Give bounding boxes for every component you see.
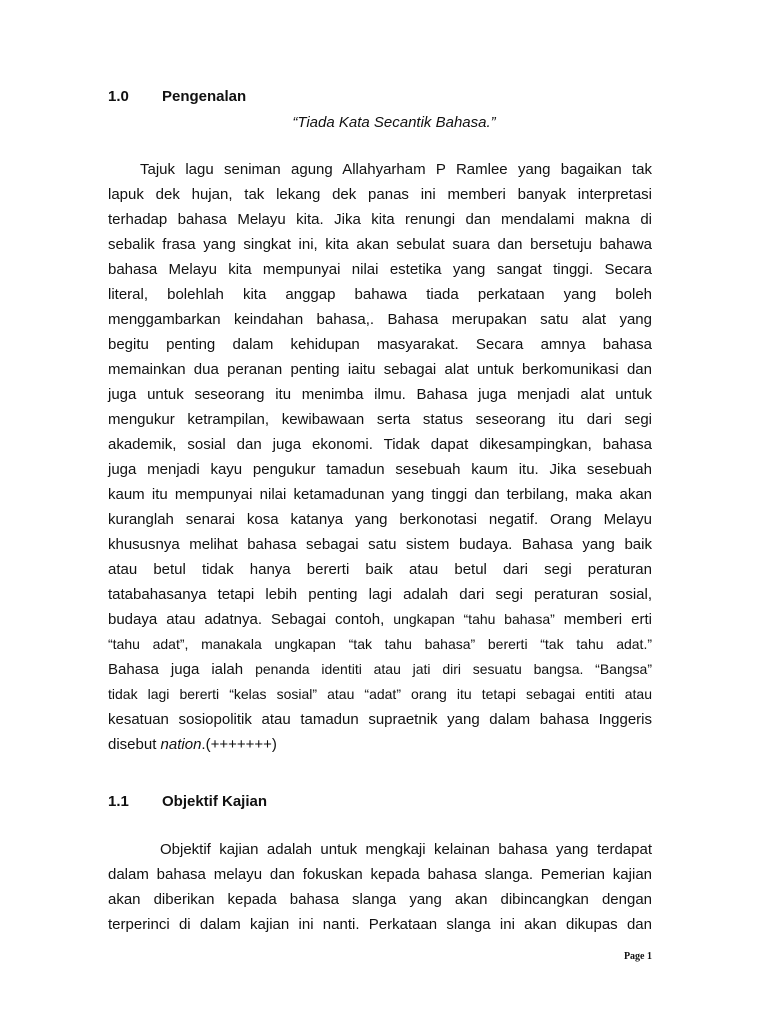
text-line: juga untuk seseorang itu menimba ilmu. Bahasa juga menjadi alat untuk bbox=[108, 386, 652, 403]
text-line: dalam bahasa melayu dan fokuskan kepada bahasa slanga. Pemerian kajian bbox=[108, 866, 652, 883]
section-title: Pengenalan bbox=[162, 88, 247, 105]
text-line bbox=[108, 732, 652, 757]
text-line: tatabahasanya tetapi lebih penting lagi adalah dari segi peraturan sosial, bbox=[108, 586, 652, 603]
text-line: khususnya melihat bahasa sebagai satu sistem budaya. Bahasa yang baik bbox=[108, 536, 652, 553]
text-run: ungkapan “tahu bahasa” bbox=[393, 611, 555, 627]
text-line: tidak lagi bererti “kelas sosial” atau “adat” orang itu tetapi sebagai entiti atau bbox=[108, 686, 652, 702]
text-line: Objektif kajian adalah untuk mengkaji kelainan bahasa yang terdapat bbox=[160, 841, 652, 858]
text-line: mengukur ketrampilan, kewibawaan serta status seseorang itu dari segi bbox=[108, 411, 652, 428]
text-line: Tajuk lagu seniman agung Allahyarham P Ramlee yang bagaikan tak bbox=[140, 161, 652, 178]
text-run: .(+++++++) bbox=[201, 736, 277, 753]
section-heading-pengenalan bbox=[108, 88, 246, 105]
section-number: 1.0 bbox=[108, 88, 129, 105]
text-run: penanda identiti atau jati diri sesuatu bangsa. “Bangsa” bbox=[255, 661, 652, 677]
text-line: “tahu adat”, manakala ungkapan “tak tahu bahasa” bererti “tak tahu adat.” bbox=[108, 636, 652, 652]
text-line: kuranglah senarai kosa katanya yang berkonotasi negatif. Orang Melayu bbox=[108, 511, 652, 528]
text-run: Bahasa juga ialah bbox=[108, 661, 256, 678]
text-line: terhadap bahasa Melayu kita. Jika kita renungi dan mendalami makna di bbox=[108, 211, 652, 228]
text-line: memainkan dua peranan penting iaitu sebagai alat untuk berkomunikasi dan bbox=[108, 361, 652, 378]
text-line: literal, bolehlah kita anggap bahawa tiada perkataan yang boleh bbox=[108, 286, 652, 303]
text-run: nation bbox=[160, 736, 202, 753]
text-line: kaum itu mempunyai nilai ketamadunan yang tinggi dan terbilang, maka akan bbox=[108, 486, 652, 503]
text-line: akademik, sosial dan juga ekonomi. Tidak dapat dikesampingkan, bahasa bbox=[108, 436, 652, 453]
epigraph-quote: “Tiada Kata Secantik Bahasa.” bbox=[292, 114, 496, 131]
text-line: juga menjadi kayu pengukur tamadun sesebuah kaum itu. Jika sesebuah bbox=[108, 461, 652, 478]
paragraph-introduction bbox=[108, 157, 652, 757]
text-run: budaya atau adatnya. Sebagai contoh, bbox=[108, 611, 394, 628]
text-line: sebalik frasa yang singkat ini, kita akan sebulat suara dan bersetuju bahawa bbox=[108, 236, 652, 253]
text-line: bahasa Melayu kita mempunyai nilai estetika yang sangat tinggi. Secara bbox=[108, 261, 652, 278]
text-run: memberi erti bbox=[554, 611, 652, 628]
section-title: Objektif Kajian bbox=[162, 793, 268, 810]
paragraph-objective bbox=[108, 837, 652, 937]
text-line: kesatuan sosiopolitik atau tamadun supraetnik yang dalam bahasa Inggeris bbox=[108, 711, 652, 728]
page-number: Page 1 bbox=[623, 951, 652, 962]
section-heading-objektif bbox=[108, 793, 267, 810]
text-line bbox=[108, 657, 652, 682]
section-number: 1.1 bbox=[108, 793, 129, 810]
text-run: disebut bbox=[108, 736, 161, 753]
text-line: menggambarkan keindahan bahasa,. Bahasa merupakan satu alat yang bbox=[108, 311, 652, 328]
text-line: akan diberikan kepada bahasa slanga yang akan dibincangkan dengan bbox=[108, 891, 652, 908]
text-line bbox=[108, 607, 652, 632]
text-line: terperinci di dalam kajian ini nanti. Perkataan slanga ini akan dikupas dan bbox=[108, 916, 652, 933]
text-line: lapuk dek hujan, tak lekang dek panas ini memberi banyak interpretasi bbox=[108, 186, 652, 203]
text-line: begitu penting dalam kehidupan masyarakat. Secara amnya bahasa bbox=[108, 336, 652, 353]
text-line: atau betul tidak hanya bererti baik atau betul dari segi peraturan bbox=[108, 561, 652, 578]
